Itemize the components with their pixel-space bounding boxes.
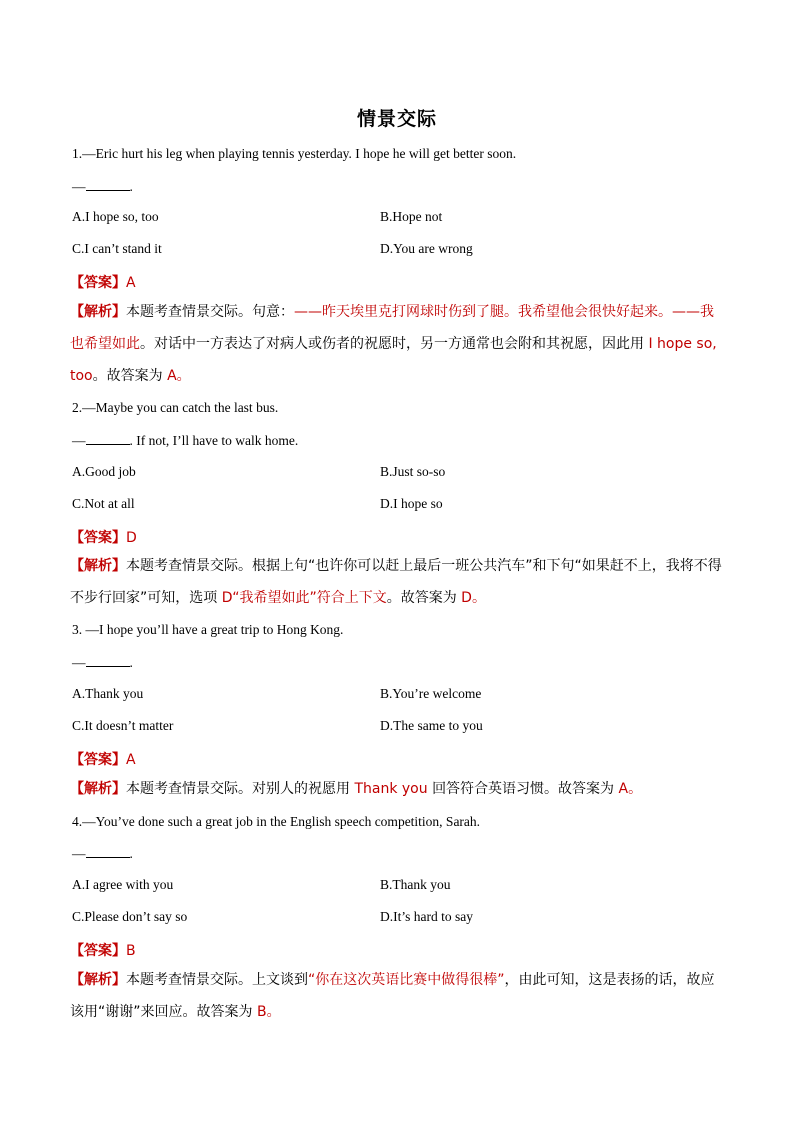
question-3-analysis: 【解析】本题考查情景交际。对别人的祝愿用 Thank you 回答符合英语习惯。故答案为 A。 bbox=[70, 781, 643, 797]
answer-blank bbox=[86, 654, 130, 667]
question-1-answer: 【答案】A bbox=[70, 275, 136, 291]
question-3-option-c: C.It doesn’t matter bbox=[72, 718, 174, 733]
question-1-option-d: D.You are wrong bbox=[380, 241, 473, 256]
question-4-option-b: B.Thank you bbox=[380, 877, 451, 892]
question-4-option-a: A.I agree with you bbox=[72, 877, 174, 892]
answer-blank bbox=[86, 432, 130, 445]
question-2-stem: 2.—Maybe you can catch the last bus. bbox=[72, 400, 279, 415]
question-2-option-d: D.I hope so bbox=[380, 496, 443, 511]
question-2-analysis: 【解析】本题考查情景交际。根据上句“也许你可以赶上最后一班公共汽车”和下句“如果赶不上，我将不得不步行回家”可知，选项 D“我希望如此”符合上下文。故答案为 D。 bbox=[70, 558, 722, 606]
answer-blank bbox=[86, 178, 130, 191]
question-1-option-b: B.Hope not bbox=[380, 209, 443, 224]
question-2-option-c: C.Not at all bbox=[72, 496, 135, 511]
question-3-option-d: D.The same to you bbox=[380, 718, 483, 733]
question-4-option-c: C.Please don’t say so bbox=[72, 909, 188, 924]
question-3-reply: — . bbox=[72, 655, 133, 670]
question-3-option-b: B.You’re welcome bbox=[380, 686, 482, 701]
question-1-analysis: 【解析】本题考查情景交际。句意：——昨天埃里克打网球时伤到了腿。我希望他会很快好起来。——我也希望如此。对话中一方表达了对病人或伤者的祝愿时，另一方通常也会附和其祝愿，因此用 I hope so, too。故答案为 A。 bbox=[70, 304, 717, 384]
question-2-answer: 【答案】D bbox=[70, 530, 137, 546]
question-4-stem: 4.—You’ve done such a great job in the English speech competition, Sarah. bbox=[72, 814, 481, 829]
question-2-option-a: A.Good job bbox=[72, 464, 136, 479]
question-3-stem: 3. —I hope you’ll have a great trip to Hong Kong. bbox=[72, 622, 344, 637]
page-title: 情景交际 bbox=[356, 108, 437, 130]
question-2-reply: — . If not, I’ll have to walk home. bbox=[72, 433, 299, 448]
question-1-option-c: C.I can’t stand it bbox=[72, 241, 162, 256]
question-1-option-a: A.I hope so, too bbox=[72, 209, 159, 224]
question-4-option-d: D.It’s hard to say bbox=[380, 909, 473, 924]
question-4-reply: — . bbox=[72, 846, 133, 861]
question-1-stem: 1.—Eric hurt his leg when playing tennis yesterday. I hope he will get better soon. bbox=[72, 146, 517, 161]
question-1-reply: — . bbox=[72, 179, 133, 194]
question-3-answer: 【答案】A bbox=[70, 752, 136, 768]
question-2-option-b: B.Just so-so bbox=[380, 464, 446, 479]
question-3-option-a: A.Thank you bbox=[72, 686, 144, 701]
answer-blank bbox=[86, 845, 130, 858]
question-4-analysis: 【解析】本题考查情景交际。上文谈到“你在这次英语比赛中做得很棒”，由此可知，这是表扬的话，故应该用“谢谢”来回应。故答案为 B。 bbox=[70, 972, 715, 1020]
question-4-answer: 【答案】B bbox=[70, 943, 136, 959]
